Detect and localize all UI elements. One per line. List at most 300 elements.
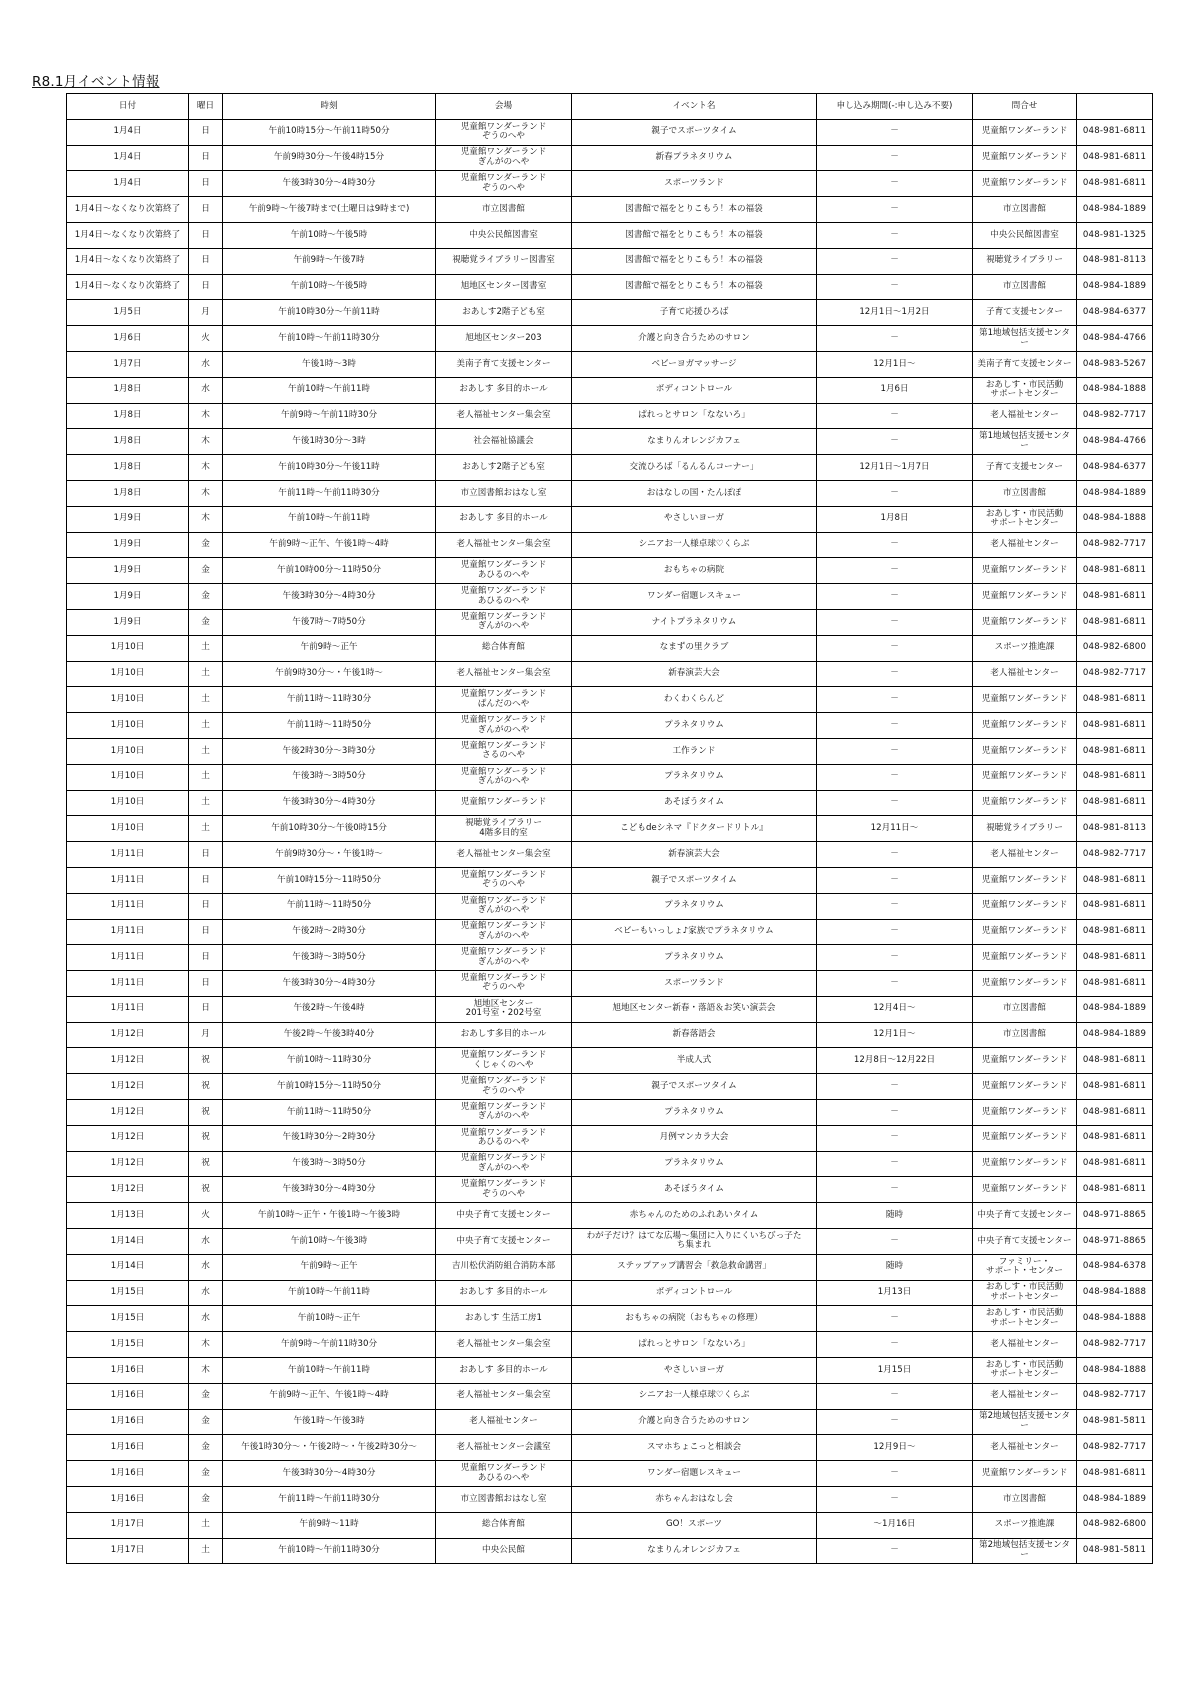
phone-cell: 048-981-6811: [1077, 1461, 1153, 1487]
phone-cell: 048-981-6811: [1077, 790, 1153, 816]
application-period-cell: －: [817, 971, 973, 997]
phone-cell: 048-971-8865: [1077, 1229, 1153, 1255]
date-cell: 1月4日: [67, 119, 189, 145]
date-cell: 1月10日: [67, 816, 189, 842]
venue-cell: 旭地区センター 201号室・202号室: [436, 996, 572, 1022]
application-period-cell: －: [817, 1538, 973, 1564]
contact-cell: 児童館ワンダーランド: [973, 945, 1077, 971]
date-cell: 1月17日: [67, 1538, 189, 1564]
event-name-cell: 交流ひろば「るんるんコーナー」: [572, 455, 817, 481]
contact-cell: 児童館ワンダーランド: [973, 1461, 1077, 1487]
phone-cell: 048-984-4766: [1077, 429, 1153, 455]
table-row: [67, 609, 1153, 635]
application-period-cell: －: [817, 429, 973, 455]
contact-cell: おあしす・市民活動 サポートセンター: [973, 1358, 1077, 1384]
time-cell: 午後3時～3時50分: [223, 764, 436, 790]
application-period-cell: 12月9日～: [817, 1435, 973, 1461]
phone-cell: 048-981-6811: [1077, 1151, 1153, 1177]
event-name-cell: 新春演芸大会: [572, 661, 817, 687]
date-cell: 1月10日: [67, 687, 189, 713]
phone-cell: 048-981-6811: [1077, 971, 1153, 997]
table-row: [67, 171, 1153, 197]
contact-cell: 老人福祉センター: [973, 1383, 1077, 1409]
table-row: [67, 687, 1153, 713]
venue-cell: 中央公民館図書室: [436, 222, 572, 248]
event-name-cell: こどもdeシネマ『ドクタードリトル』: [572, 816, 817, 842]
contact-cell: 児童館ワンダーランド: [973, 687, 1077, 713]
header-weekday: 曜日: [189, 94, 223, 120]
venue-cell: 美南子育て支援センター: [436, 351, 572, 377]
application-period-cell: 12月4日～: [817, 996, 973, 1022]
contact-cell: 児童館ワンダーランド: [973, 171, 1077, 197]
contact-cell: スポーツ推進課: [973, 1512, 1077, 1538]
table-row: [67, 893, 1153, 919]
event-name-cell: ステップアップ講習会「救急救命講習」: [572, 1254, 817, 1280]
date-cell: 1月4日～なくなり次第終了: [67, 222, 189, 248]
phone-cell: 048-981-8113: [1077, 248, 1153, 274]
weekday-cell: 祝: [189, 1151, 223, 1177]
contact-cell: 老人福祉センター: [973, 403, 1077, 429]
table-row: [67, 1332, 1153, 1358]
phone-cell: 048-981-6811: [1077, 867, 1153, 893]
table-row: [67, 1358, 1153, 1384]
phone-cell: 048-984-6378: [1077, 1254, 1153, 1280]
contact-cell: 市立図書館: [973, 274, 1077, 300]
header-event-name: イベント名: [572, 94, 817, 120]
application-period-cell: －: [817, 687, 973, 713]
contact-cell: 老人福祉センター: [973, 532, 1077, 558]
event-name-cell: 新春プラネタリウム: [572, 145, 817, 171]
date-cell: 1月13日: [67, 1203, 189, 1229]
venue-cell: 児童館ワンダーランド ぎんがのへや: [436, 945, 572, 971]
phone-cell: 048-984-1889: [1077, 480, 1153, 506]
contact-cell: 視聴覚ライブラリー: [973, 816, 1077, 842]
time-cell: 午後3時30分～4時30分: [223, 790, 436, 816]
table-row: [67, 1100, 1153, 1126]
event-name-cell: 親子でスポーツタイム: [572, 1074, 817, 1100]
weekday-cell: 金: [189, 1383, 223, 1409]
date-cell: 1月9日: [67, 584, 189, 610]
venue-cell: 児童館ワンダーランド ぎんがのへや: [436, 713, 572, 739]
date-cell: 1月8日: [67, 377, 189, 403]
weekday-cell: 土: [189, 1512, 223, 1538]
table-row: [67, 945, 1153, 971]
application-period-cell: －: [817, 1383, 973, 1409]
venue-cell: 児童館ワンダーランド さるのへや: [436, 738, 572, 764]
date-cell: 1月11日: [67, 971, 189, 997]
event-name-cell: なまりんオレンジカフェ: [572, 1538, 817, 1564]
table-row: [67, 971, 1153, 997]
date-cell: 1月9日: [67, 609, 189, 635]
date-cell: 1月9日: [67, 506, 189, 532]
event-name-cell: スマホちょこっと相談会: [572, 1435, 817, 1461]
phone-cell: 048-982-7717: [1077, 842, 1153, 868]
date-cell: 1月10日: [67, 713, 189, 739]
time-cell: 午前10時30分～午後0時15分: [223, 816, 436, 842]
phone-cell: 048-984-1889: [1077, 274, 1153, 300]
date-cell: 1月5日: [67, 300, 189, 326]
table-row: [67, 1538, 1153, 1564]
time-cell: 午前9時～午後7時: [223, 248, 436, 274]
contact-cell: 第2地域包括支援センター: [973, 1409, 1077, 1435]
contact-cell: 子育て支援センター: [973, 455, 1077, 481]
table-row: [67, 429, 1153, 455]
venue-cell: 児童館ワンダーランド くじゃくのへや: [436, 1048, 572, 1074]
page-title: R8.1月イベント情報: [32, 74, 160, 90]
contact-cell: 第1地域包括支援センター: [973, 429, 1077, 455]
table-row: [67, 996, 1153, 1022]
venue-cell: 総合体育館: [436, 1512, 572, 1538]
application-period-cell: －: [817, 609, 973, 635]
weekday-cell: 日: [189, 222, 223, 248]
application-period-cell: －: [817, 171, 973, 197]
time-cell: 午前11時～11時30分: [223, 687, 436, 713]
table-row: [67, 1151, 1153, 1177]
application-period-cell: －: [817, 1229, 973, 1255]
contact-cell: 子育て支援センター: [973, 300, 1077, 326]
time-cell: 午前10時15分～11時50分: [223, 867, 436, 893]
weekday-cell: 金: [189, 558, 223, 584]
weekday-cell: 祝: [189, 1177, 223, 1203]
time-cell: 午前11時～11時50分: [223, 893, 436, 919]
venue-cell: 老人福祉センター集会室: [436, 1332, 572, 1358]
table-row: [67, 558, 1153, 584]
table-row: [67, 377, 1153, 403]
application-period-cell: 1月13日: [817, 1280, 973, 1306]
application-period-cell: －: [817, 1151, 973, 1177]
venue-cell: 児童館ワンダーランド あひるのへや: [436, 558, 572, 584]
contact-cell: 児童館ワンダーランド: [973, 1100, 1077, 1126]
weekday-cell: 土: [189, 1538, 223, 1564]
weekday-cell: 木: [189, 429, 223, 455]
table-row: [67, 1048, 1153, 1074]
venue-cell: 老人福祉センター: [436, 1409, 572, 1435]
contact-cell: 市立図書館: [973, 480, 1077, 506]
venue-cell: 児童館ワンダーランド ぎんがのへや: [436, 893, 572, 919]
event-name-cell: 子育て応援ひろば: [572, 300, 817, 326]
date-cell: 1月11日: [67, 945, 189, 971]
event-name-cell: シニアお一人様卓球♡くらぶ: [572, 1383, 817, 1409]
application-period-cell: －: [817, 584, 973, 610]
phone-cell: 048-981-6811: [1077, 119, 1153, 145]
venue-cell: 総合体育館: [436, 635, 572, 661]
venue-cell: 児童館ワンダーランド ぞうのへや: [436, 1074, 572, 1100]
application-period-cell: －: [817, 842, 973, 868]
date-cell: 1月11日: [67, 867, 189, 893]
venue-cell: 児童館ワンダーランド あひるのへや: [436, 1461, 572, 1487]
date-cell: 1月4日～なくなり次第終了: [67, 197, 189, 223]
contact-cell: 児童館ワンダーランド: [973, 764, 1077, 790]
weekday-cell: 日: [189, 971, 223, 997]
time-cell: 午後1時～3時: [223, 351, 436, 377]
date-cell: 1月4日: [67, 171, 189, 197]
venue-cell: 児童館ワンダーランド ぞうのへや: [436, 119, 572, 145]
time-cell: 午前10時30分～午前11時: [223, 300, 436, 326]
application-period-cell: －: [817, 145, 973, 171]
table-row: [67, 222, 1153, 248]
table-row: [67, 1177, 1153, 1203]
application-period-cell: －: [817, 326, 973, 352]
time-cell: 午後2時～2時30分: [223, 919, 436, 945]
time-cell: 午前9時～正午: [223, 1254, 436, 1280]
phone-cell: 048-981-6811: [1077, 1177, 1153, 1203]
header-venue: 会場: [436, 94, 572, 120]
time-cell: 午後3時～3時50分: [223, 1151, 436, 1177]
header-time: 時刻: [223, 94, 436, 120]
table-row: [67, 1074, 1153, 1100]
event-name-cell: 介護と向き合うためのサロン: [572, 1409, 817, 1435]
table-row: [67, 816, 1153, 842]
time-cell: 午後3時30分～4時30分: [223, 584, 436, 610]
weekday-cell: 水: [189, 377, 223, 403]
venue-cell: 児童館ワンダーランド ぱんだのへや: [436, 687, 572, 713]
time-cell: 午前10時00分～11時50分: [223, 558, 436, 584]
application-period-cell: 12月1日～1月2日: [817, 300, 973, 326]
time-cell: 午前10時～午後5時: [223, 222, 436, 248]
application-period-cell: －: [817, 222, 973, 248]
date-cell: 1月9日: [67, 532, 189, 558]
phone-cell: 048-984-6377: [1077, 455, 1153, 481]
venue-cell: 視聴覚ライブラリー 4階多目的室: [436, 816, 572, 842]
time-cell: 午後1時30分～2時30分: [223, 1125, 436, 1151]
weekday-cell: 水: [189, 1280, 223, 1306]
date-cell: 1月12日: [67, 1022, 189, 1048]
contact-cell: 視聴覚ライブラリー: [973, 248, 1077, 274]
time-cell: 午前10時～正午: [223, 1306, 436, 1332]
time-cell: 午後3時30分～4時30分: [223, 1461, 436, 1487]
application-period-cell: －: [817, 1100, 973, 1126]
event-name-cell: わが子だけ？はてな広場～集団に入りにくいちびっ子た ち集まれ: [572, 1229, 817, 1255]
date-cell: 1月8日: [67, 480, 189, 506]
venue-cell: おあしす2階子ども室: [436, 455, 572, 481]
time-cell: 午前10時～午後3時: [223, 1229, 436, 1255]
weekday-cell: 金: [189, 1435, 223, 1461]
date-cell: 1月4日～なくなり次第終了: [67, 274, 189, 300]
event-name-cell: シニアお一人様卓球♡くらぶ: [572, 532, 817, 558]
weekday-cell: 祝: [189, 1125, 223, 1151]
phone-cell: 048-971-8865: [1077, 1203, 1153, 1229]
application-period-cell: 随時: [817, 1254, 973, 1280]
weekday-cell: 日: [189, 996, 223, 1022]
application-period-cell: －: [817, 738, 973, 764]
date-cell: 1月8日: [67, 455, 189, 481]
event-name-cell: 工作ランド: [572, 738, 817, 764]
table-row: [67, 326, 1153, 352]
time-cell: 午前10時30分～午後11時: [223, 455, 436, 481]
contact-cell: 児童館ワンダーランド: [973, 558, 1077, 584]
contact-cell: 中央子育て支援センター: [973, 1203, 1077, 1229]
date-cell: 1月10日: [67, 635, 189, 661]
venue-cell: 老人福祉センター集会室: [436, 1383, 572, 1409]
contact-cell: 中央公民館図書室: [973, 222, 1077, 248]
date-cell: 1月8日: [67, 403, 189, 429]
venue-cell: 吉川松伏消防組合消防本部: [436, 1254, 572, 1280]
date-cell: 1月11日: [67, 996, 189, 1022]
weekday-cell: 金: [189, 609, 223, 635]
venue-cell: 児童館ワンダーランド ぎんがのへや: [436, 145, 572, 171]
application-period-cell: 12月1日～: [817, 351, 973, 377]
date-cell: 1月15日: [67, 1332, 189, 1358]
date-cell: 1月9日: [67, 558, 189, 584]
application-period-cell: －: [817, 197, 973, 223]
venue-cell: おあしす 多目的ホール: [436, 506, 572, 532]
time-cell: 午前10時～午前11時30分: [223, 1538, 436, 1564]
application-period-cell: －: [817, 790, 973, 816]
table-row: [67, 867, 1153, 893]
contact-cell: 老人福祉センター: [973, 1435, 1077, 1461]
time-cell: 午前11時～11時50分: [223, 713, 436, 739]
application-period-cell: －: [817, 532, 973, 558]
header-application-period: 申し込み期間(-:申し込み不要): [817, 94, 973, 120]
event-name-cell: スポーツランド: [572, 171, 817, 197]
header-phone: [1077, 94, 1153, 120]
time-cell: 午後2時30分～3時30分: [223, 738, 436, 764]
application-period-cell: －: [817, 1306, 973, 1332]
phone-cell: 048-981-6811: [1077, 558, 1153, 584]
phone-cell: 048-981-6811: [1077, 687, 1153, 713]
weekday-cell: 金: [189, 1461, 223, 1487]
weekday-cell: 土: [189, 816, 223, 842]
event-name-cell: 赤ちゃんおはなし会: [572, 1487, 817, 1513]
table-body: [67, 119, 1153, 1564]
time-cell: 午前9時～正午、午後1時～4時: [223, 532, 436, 558]
event-name-cell: プラネタリウム: [572, 945, 817, 971]
application-period-cell: 1月15日: [817, 1358, 973, 1384]
date-cell: 1月15日: [67, 1280, 189, 1306]
phone-cell: 048-982-7717: [1077, 1332, 1153, 1358]
phone-cell: 048-981-6811: [1077, 919, 1153, 945]
weekday-cell: 木: [189, 455, 223, 481]
time-cell: 午前9時～正午: [223, 635, 436, 661]
venue-cell: おあしす 多目的ホール: [436, 1280, 572, 1306]
date-cell: 1月14日: [67, 1254, 189, 1280]
event-name-cell: 親子でスポーツタイム: [572, 119, 817, 145]
table-row: [67, 1512, 1153, 1538]
phone-cell: 048-984-1888: [1077, 1306, 1153, 1332]
table-row: [67, 145, 1153, 171]
phone-cell: 048-984-1889: [1077, 1487, 1153, 1513]
table-row: [67, 197, 1153, 223]
weekday-cell: 木: [189, 1332, 223, 1358]
venue-cell: 児童館ワンダーランド ぎんがのへや: [436, 919, 572, 945]
time-cell: 午前9時～午後7時まで(土曜日は9時まで): [223, 197, 436, 223]
application-period-cell: －: [817, 945, 973, 971]
weekday-cell: 水: [189, 351, 223, 377]
time-cell: 午後1時～午後3時: [223, 1409, 436, 1435]
phone-cell: 048-982-7717: [1077, 1383, 1153, 1409]
time-cell: 午前10時～午前11時: [223, 1358, 436, 1384]
contact-cell: 市立図書館: [973, 996, 1077, 1022]
weekday-cell: 日: [189, 197, 223, 223]
venue-cell: 市立図書館: [436, 197, 572, 223]
event-name-cell: なまりんオレンジカフェ: [572, 429, 817, 455]
contact-cell: 児童館ワンダーランド: [973, 1125, 1077, 1151]
contact-cell: スポーツ推進課: [973, 635, 1077, 661]
venue-cell: 老人福祉センター集会室: [436, 661, 572, 687]
weekday-cell: 祝: [189, 1100, 223, 1126]
contact-cell: 児童館ワンダーランド: [973, 584, 1077, 610]
application-period-cell: ～1月16日: [817, 1512, 973, 1538]
contact-cell: 児童館ワンダーランド: [973, 971, 1077, 997]
weekday-cell: 土: [189, 713, 223, 739]
weekday-cell: 金: [189, 532, 223, 558]
table-row: [67, 1125, 1153, 1151]
application-period-cell: －: [817, 558, 973, 584]
event-name-cell: おもちゃの病院（おもちゃの修理）: [572, 1306, 817, 1332]
venue-cell: おあしす2階子ども室: [436, 300, 572, 326]
event-name-cell: 介護と向き合うためのサロン: [572, 326, 817, 352]
application-period-cell: －: [817, 661, 973, 687]
time-cell: 午前9時～午前11時30分: [223, 403, 436, 429]
event-name-cell: ぱれっとサロン「なないろ」: [572, 1332, 817, 1358]
application-period-cell: －: [817, 1461, 973, 1487]
table-header-row: [67, 94, 1153, 120]
phone-cell: 048-982-7717: [1077, 1435, 1153, 1461]
event-table: [66, 93, 1153, 1564]
venue-cell: おあしす 生活工房1: [436, 1306, 572, 1332]
application-period-cell: 1月8日: [817, 506, 973, 532]
application-period-cell: －: [817, 1487, 973, 1513]
weekday-cell: 土: [189, 790, 223, 816]
event-name-cell: なまずの里クラブ: [572, 635, 817, 661]
date-cell: 1月10日: [67, 661, 189, 687]
event-name-cell: やさしいヨーガ: [572, 1358, 817, 1384]
weekday-cell: 土: [189, 738, 223, 764]
phone-cell: 048-981-6811: [1077, 1048, 1153, 1074]
table-row: [67, 1022, 1153, 1048]
weekday-cell: 木: [189, 1358, 223, 1384]
weekday-cell: 祝: [189, 1048, 223, 1074]
weekday-cell: 祝: [189, 1074, 223, 1100]
event-name-cell: 月例マンカラ大会: [572, 1125, 817, 1151]
phone-cell: 048-984-1889: [1077, 1022, 1153, 1048]
application-period-cell: －: [817, 1074, 973, 1100]
time-cell: 午後7時～7時50分: [223, 609, 436, 635]
application-period-cell: －: [817, 919, 973, 945]
event-name-cell: 旭地区センター新春・落語＆お笑い演芸会: [572, 996, 817, 1022]
date-cell: 1月12日: [67, 1177, 189, 1203]
contact-cell: 児童館ワンダーランド: [973, 145, 1077, 171]
event-name-cell: ナイトプラネタリウム: [572, 609, 817, 635]
venue-cell: おあしす 多目的ホール: [436, 377, 572, 403]
weekday-cell: 水: [189, 1229, 223, 1255]
weekday-cell: 日: [189, 945, 223, 971]
table-row: [67, 1461, 1153, 1487]
weekday-cell: 土: [189, 635, 223, 661]
phone-cell: 048-981-6811: [1077, 945, 1153, 971]
table-row: [67, 506, 1153, 532]
time-cell: 午前11時～午前11時30分: [223, 480, 436, 506]
event-name-cell: プラネタリウム: [572, 1151, 817, 1177]
venue-cell: 老人福祉センター集会室: [436, 532, 572, 558]
contact-cell: 児童館ワンダーランド: [973, 1048, 1077, 1074]
application-period-cell: －: [817, 713, 973, 739]
weekday-cell: 土: [189, 764, 223, 790]
date-cell: 1月16日: [67, 1461, 189, 1487]
phone-cell: 048-981-6811: [1077, 609, 1153, 635]
table-row: [67, 1280, 1153, 1306]
application-period-cell: －: [817, 480, 973, 506]
date-cell: 1月8日: [67, 429, 189, 455]
table-row: [67, 300, 1153, 326]
header-contact: 問合せ: [973, 94, 1077, 120]
event-name-cell: 図書館で福をとりこもう！本の福袋: [572, 248, 817, 274]
date-cell: 1月7日: [67, 351, 189, 377]
weekday-cell: 金: [189, 1409, 223, 1435]
time-cell: 午後2時～午後4時: [223, 996, 436, 1022]
time-cell: 午前9時～11時: [223, 1512, 436, 1538]
event-name-cell: プラネタリウム: [572, 893, 817, 919]
